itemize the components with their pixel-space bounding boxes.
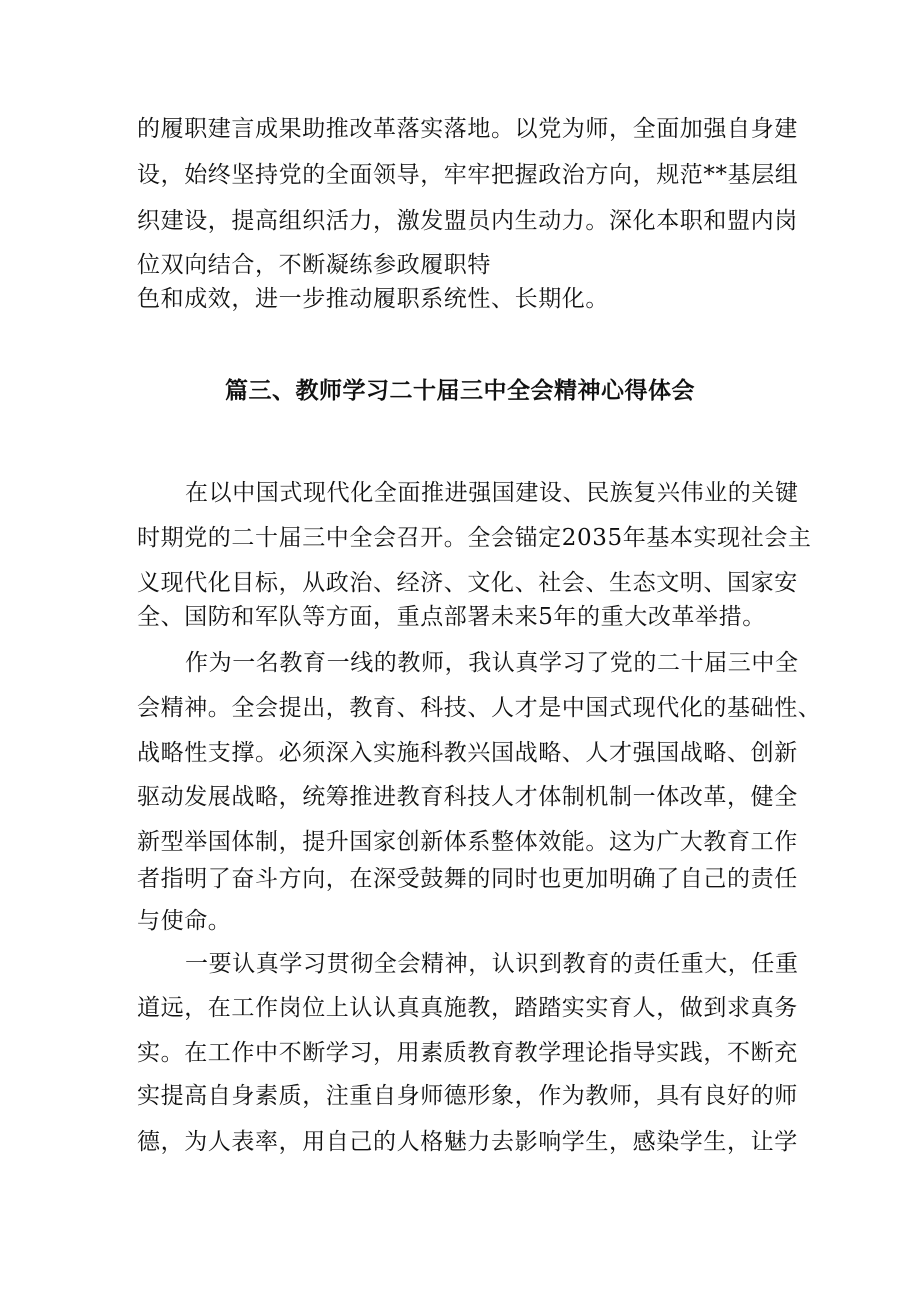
text-line: 会精神。全会提出，教育、科技、人才是中国式现代化的基础性、 bbox=[137, 695, 822, 721]
text-line: 织建设，提高组织活力，激发盟员内生动力。深化本职和盟内岗 bbox=[137, 208, 798, 234]
text-line: 的履职建言成果助推改革落实落地。以党为师，全面加强自身建 bbox=[137, 116, 798, 142]
text-line: 与使命。 bbox=[137, 908, 232, 934]
text-line: 义现代化目标，从政治、经济、文化、社会、生态文明、国家安 bbox=[137, 570, 798, 596]
text-line: 战略性支撑。必须深入实施科教兴国战略、人才强国战略、创新 bbox=[137, 740, 798, 766]
text-line: 一要认真学习贯彻全会精神，认识到教育的责任重大，任重 bbox=[185, 951, 799, 977]
text-line: 作为一名教育一线的教师，我认真学习了党的二十届三中全 bbox=[185, 650, 799, 676]
text-line: 在以中国式现代化全面推进强国建设、民族复兴伟业的关键 bbox=[185, 480, 799, 506]
text-line: 时期党的二十届三中全会召开。全会锚定2035年基本实现社会主 bbox=[137, 525, 812, 551]
text-line: 实提高自身素质，注重自身师德形象，作为教师，具有良好的师 bbox=[137, 1083, 798, 1109]
text-line: 德，为人表率，用自己的人格魅力去影响学生，感染学生，让学 bbox=[137, 1129, 798, 1155]
text-line: 设，始终坚持党的全面领导，牢牢把握政治方向，规范**基层组 bbox=[137, 162, 799, 188]
text-line: 色和成效，进一步推动履职系统性、长期化。 bbox=[137, 286, 609, 312]
text-line: 实。在工作中不断学习，用素质教育教学理论指导实践，不断充 bbox=[137, 1040, 798, 1066]
text-line: 驱动发展战略，统筹推进教育科技人才体制机制一体改革，健全 bbox=[137, 784, 798, 810]
text-line: 全、国防和军队等方面，重点部署未来5年的重大改革举措。 bbox=[137, 604, 766, 630]
text-line: 者指明了奋斗方向，在深受鼓舞的同时也更加明确了自己的责任 bbox=[137, 866, 798, 892]
text-line: 道远，在工作岗位上认认真真施教，踏踏实实育人，做到求真务 bbox=[137, 995, 798, 1021]
text-line: 位双向结合，不断凝练参政履职特 bbox=[137, 252, 491, 278]
section-heading: 篇三、教师学习二十届三中全会精神心得体会 bbox=[225, 378, 695, 404]
text-line: 新型举国体制，提升国家创新体系整体效能。这为广大教育工作 bbox=[137, 829, 798, 855]
